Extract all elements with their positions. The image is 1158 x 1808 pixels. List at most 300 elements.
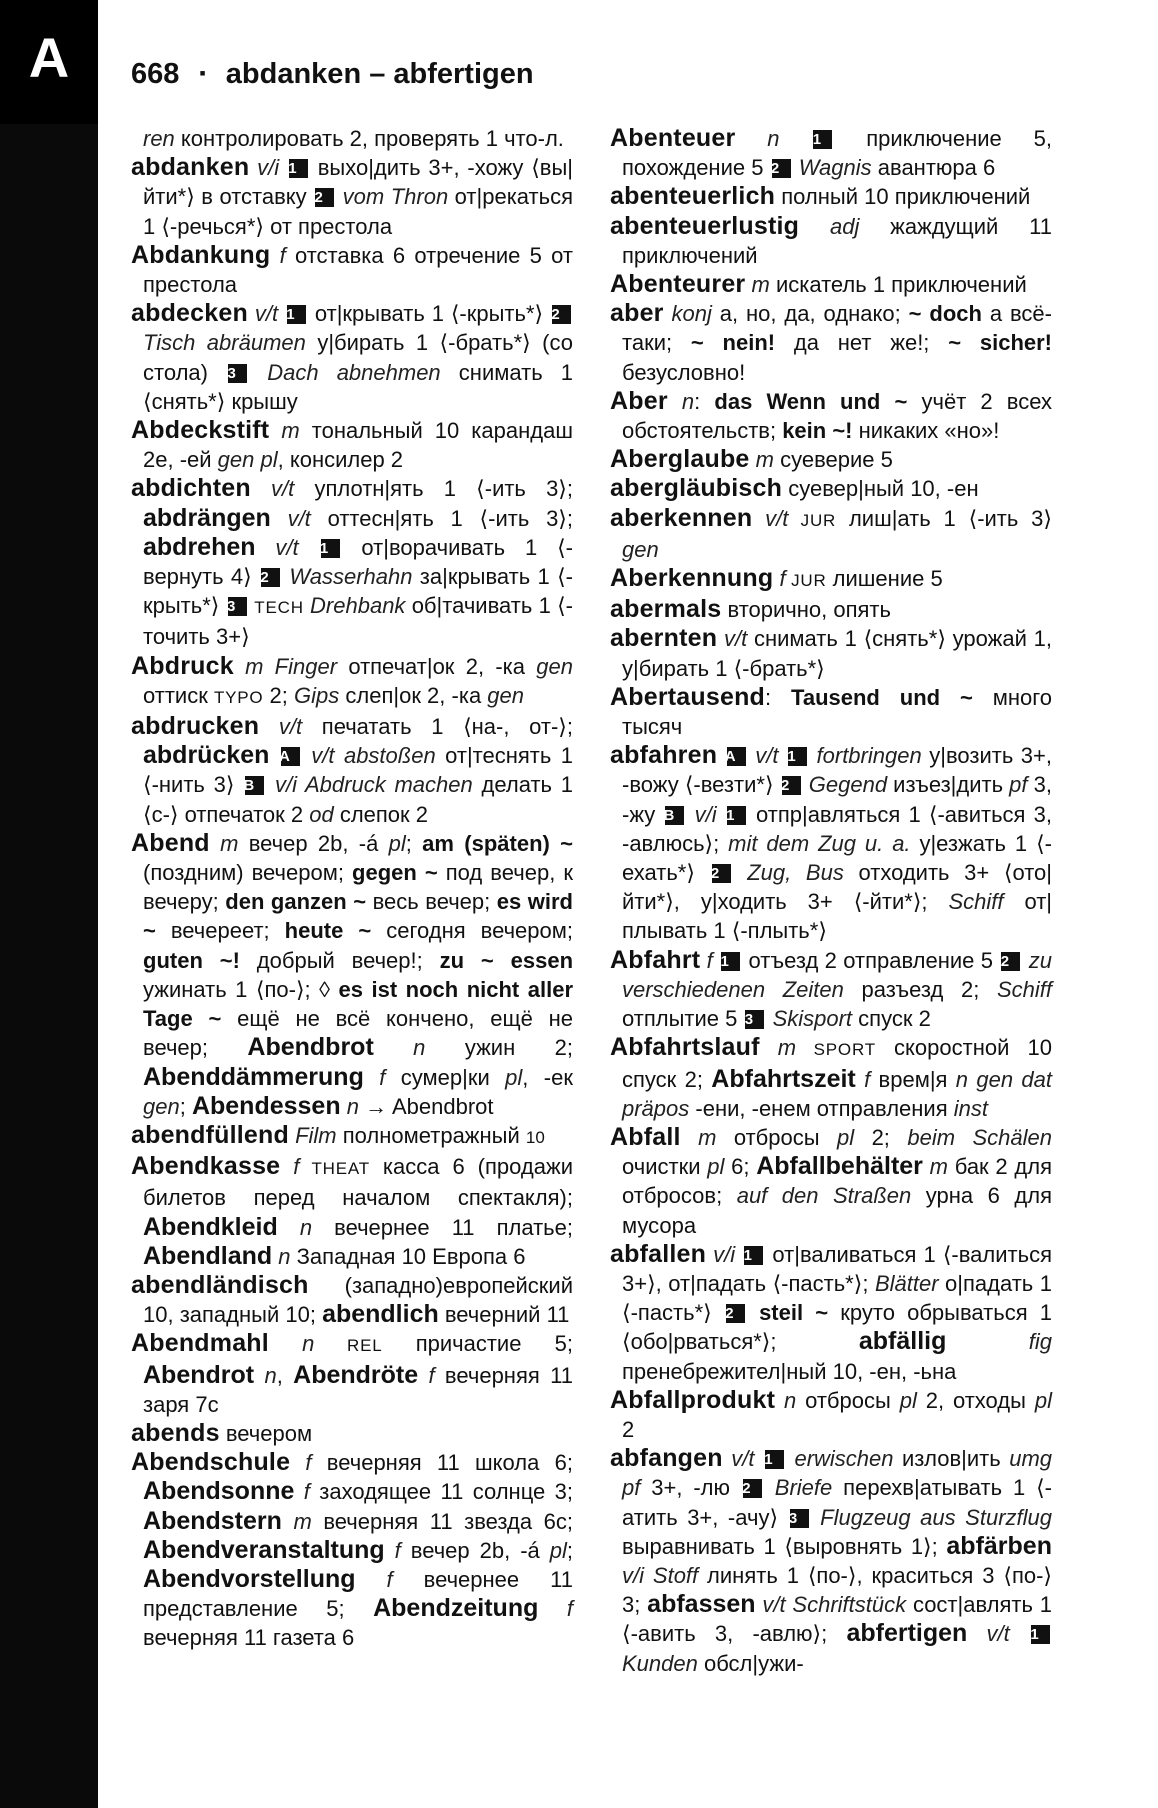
translation-text: слеп|ок 2, -ка [339,682,482,708]
translation-text: врем|я [870,1066,948,1092]
translation-text: пренебрежител|ный 10, -ен, -ьна [622,1358,957,1384]
sub-headword: abendlich [322,1300,439,1329]
translation-text: лиш|ать 1 ⟨-ить 3⟩ [836,505,1052,531]
sense-number: A [727,747,746,766]
running-header [131,58,534,98]
translation-text: выравнивать 1 ⟨выровнять 1⟩; [622,1533,947,1559]
headword: Abendschule [131,1448,291,1477]
headword: Abfall [610,1122,681,1151]
translation-text: спуск 2 [852,1006,931,1032]
translation-text: у|езжать 1 ⟨-ехать*⟩ [622,830,1052,886]
dictionary-entry [610,595,1052,624]
sub-headword: Abendstern [143,1506,282,1535]
grammar-note: konj [663,301,712,327]
translation-text: суевер|ный 10, -ен [782,476,979,502]
dictionary-entry [131,124,573,153]
dictionary-entry [610,683,1052,741]
dictionary-entry [131,474,573,651]
dictionary-entry [610,182,1052,211]
grammar-note: v/i [706,1241,743,1267]
headword: abermals [610,595,722,624]
grammar-note: Gips [294,682,340,708]
phrase: gegen ~ [352,860,438,886]
sub-headword: abfassen [647,1590,756,1619]
grammar-note: Drehbank [303,593,406,619]
sub-headword: Abendrot [143,1360,255,1389]
dictionary-entry [610,387,1052,445]
dictionary-entry [131,416,573,474]
translation-text: 3+, -лю [640,1475,741,1501]
grammar-note: erwischen [785,1446,894,1472]
headword: Aber [610,386,668,415]
phrase: kein ~! [782,418,853,444]
sense-number: 1 [287,305,306,324]
headword: abendländisch [131,1270,309,1299]
dictionary-entry [131,1121,573,1152]
headword: Abendkasse [131,1152,281,1181]
translation-text: слепок 2 [333,801,429,827]
phrase: steil ~ [746,1300,829,1326]
grammar-note: f [270,242,286,268]
translation-text: вечереет; [155,918,285,944]
sense-number: 2 [772,159,791,178]
grammar-note: f [280,1154,300,1180]
right-column [610,124,1052,1678]
dictionary-entry [610,1033,1052,1123]
translation-text: сегодня вечером; [371,918,573,944]
headword: abdichten [131,474,251,503]
sense-number: 1 [289,159,308,178]
translation-text: круто обрываться 1 ⟨обо|рваться*⟩; [622,1300,1053,1355]
translation-text: , -ек [522,1064,573,1090]
translation-text: вечернее 11 представление 5; [143,1566,573,1622]
translation-text: суеверие 5 [773,447,893,473]
headword: Abenteuer [610,124,736,152]
headword: Abfahrt [610,945,701,974]
dictionary-entry [610,504,1052,564]
translation-text: уплотн|ять 1 ⟨-ить 3⟩; [294,476,573,502]
grammar-note: inst [947,1095,988,1121]
translation-text: ; [179,1093,192,1119]
translation-text: оттесн|ять 1 ⟨-ить 3⟩; [310,505,573,531]
grammar-note: Blätter [874,1270,939,1296]
translation-text: ; [566,1537,573,1563]
headword: Abfallprodukt [610,1385,776,1414]
sub-headword: abdrehen [143,532,256,561]
translation-text: отставка 6 отречение 5 от престола [143,242,573,298]
translation-text: вечер 2b, -á [238,830,379,856]
dictionary-entry [131,652,573,712]
grammar-note: f [418,1362,435,1388]
translation-text: отплытие 5 [622,1006,744,1032]
inflection-code: 10 [525,1127,545,1147]
grammar-note: Wasserhahn [282,564,413,590]
phrase: ~ nein! [690,330,776,356]
phrase: ~ doch [908,301,982,327]
grammar-note: m [680,1124,717,1150]
headword: abdrucken [131,712,260,741]
dictionary-entry [131,1152,573,1271]
translation-text: приключение 5, похождение 5 [622,126,1052,181]
dictionary-entry [610,1386,1052,1444]
grammar-note: f [384,1537,401,1563]
grammar-note: Briefe [763,1475,833,1501]
translation-text: отбросы [716,1124,820,1150]
grammar-note: v/i Stoff [622,1562,699,1588]
headword: abdecken [131,299,248,328]
headword: abenteuerlustig [610,211,800,240]
translation-text: вечер 2b, -á [400,1537,540,1563]
dictionary-entry [610,270,1052,299]
headword: aber [610,299,664,328]
translation-text: вечерняя 11 школа 6; [311,1450,573,1476]
translation-text: а, но, да, однако; [711,301,909,327]
grammar-note: f [294,1479,310,1505]
sense-number: B [665,806,684,825]
grammar-note: n [254,1362,277,1388]
translation-text: отбросы [796,1387,891,1413]
dictionary-entry [610,946,1052,1034]
translation-text: скоростной 10 спуск 2; [622,1035,1052,1092]
translation-text: у|бирать 1 ⟨-брать*⟩ (со стола) [143,330,573,385]
sub-headword: abfärben [946,1531,1052,1560]
grammar-note: Dach abnehmen [249,359,441,385]
translation-text: об|тачивать 1 ⟨-точить 3+⟩ [143,593,573,650]
phrase: Tausend und ~ [791,684,973,710]
left-column [131,124,573,1653]
grammar-note: Schiff [948,889,1004,915]
phrase: es ist noch nicht aller Tage ~ [143,976,573,1032]
translation-text: перехв|атывать 1 ⟨-атить 3+, -ачу⟩ [622,1475,1053,1530]
grammar-note: pl [539,1537,567,1563]
translation-text: : [765,684,792,710]
grammar-note: Tisch abräumen [143,330,306,356]
translation-text: да нет же!; [775,330,949,356]
sense-number: A [281,747,300,766]
page-number: 668 [131,58,180,90]
translation-text: от|ворачивать 1 ⟨-вернуть 4⟩ [143,534,574,590]
grammar-note: pl [700,1154,725,1180]
phrase: am (späten) ~ [422,830,573,856]
grammar-note: v/t [967,1621,1030,1647]
sense-number: 3 [228,597,247,616]
grammar-note: auf den Straßen [736,1183,912,1209]
phrase: ~ sicher! [948,330,1052,356]
dictionary-entry [131,712,573,829]
grammar-note: Zug, Bus [732,860,844,886]
sub-headword: Abendröte [293,1360,419,1389]
translation-text: печатать 1 ⟨на-, от-⟩; [302,714,573,740]
grammar-note: v/t Schriftstück [755,1592,907,1618]
grammar-note: m [209,830,239,856]
sub-headword: Abendland [143,1241,273,1270]
translation-text: излов|ить [893,1446,1001,1472]
sub-headword: Abendsonne [143,1477,295,1506]
translation-text: бак 2 для отбросов; [622,1154,1052,1209]
translation-text: снимать 1 ⟨снять*⟩ урожай 1, у|бирать 1 ⟨-брать*⟩ [622,626,1052,681]
grammar-note: m [281,1508,312,1534]
dictionary-entry [610,564,1052,595]
domain-label: THEAT [299,1159,370,1179]
grammar-note: v/t [717,626,748,652]
translation-text: вечернее 11 платье; [312,1214,573,1240]
translation-text: искатель 1 приключений [769,272,1027,298]
translation-text: вечерний 11 [438,1302,570,1328]
phrase: das Wenn und ~ [714,388,908,414]
grammar-note: m [759,1035,797,1061]
grammar-note: v/t [247,301,285,327]
dictionary-entry [610,1444,1052,1678]
headword: abendfüllend [131,1120,289,1149]
translation-text: : [694,388,715,414]
translation-text: отпр|авляться 1 ⟨-авиться 3, -авлюсь⟩; [622,801,1052,856]
headword: Abend [131,828,210,857]
grammar-note: gen [481,682,525,708]
translation-text: 2; [854,1124,908,1150]
sense-number: 1 [813,130,832,149]
grammar-note: n [373,1035,426,1061]
domain-label: TYPO [213,687,264,707]
grammar-note: n [735,126,812,151]
translation-text: → Abendbrot [358,1093,494,1119]
dictionary-entry [131,241,573,299]
grammar-note: vom Thron [336,184,449,210]
headword: abends [131,1418,220,1447]
grammar-note: Skisport [766,1006,853,1032]
sense-number: 3 [745,1010,764,1029]
grammar-note: n [272,1243,291,1269]
section-letter: A [28,26,70,89]
grammar-note: ren [143,126,175,151]
dictionary-entry [610,299,1052,387]
grammar-note: pl [1025,1387,1052,1413]
grammar-note: Flugzeug aus Sturzflug [810,1504,1052,1530]
grammar-note: v/t [270,505,311,531]
headword: Abdeckstift [131,416,270,445]
sense-number: 2 [1001,952,1020,971]
translation-text: (поздним) вечером; [143,860,353,886]
dictionary-entry [131,1419,573,1448]
headword: Abendmahl [131,1329,269,1358]
translation-text: заходящее 11 солнце 3; [309,1479,573,1505]
translation-text: , [276,1362,294,1388]
grammar-note: n [277,1214,313,1240]
grammar-note: pl [489,1064,523,1090]
sense-number: 2 [782,776,801,795]
translation-text: делать 1 ⟨с-⟩ отпечаток 2 [143,772,574,827]
grammar-note: n gen dat präpos [622,1066,1052,1121]
translation-text [717,743,725,768]
translation-text: от|валиваться 1 ⟨-валиться 3+⟩, от|падать ⟨-пасть*⟩; [622,1241,1052,1296]
translation-text: вечерняя 11 газета 6 [143,1625,355,1651]
grammar-note: Wagnis [792,155,872,181]
sub-headword: abfertigen [846,1619,968,1648]
translation-text: ужин 2; [425,1035,573,1061]
translation-text: вечерняя 11 заря 7c [143,1362,573,1417]
sense-number: 3 [790,1509,809,1528]
grammar-note: mit dem Zug u. a. [728,830,911,856]
translation-text: под вечер, к вечеру; [143,860,573,915]
translation-text: жаждущий 11 приключений [622,213,1052,268]
grammar-note: m [922,1154,948,1180]
grammar-note: v/t [259,714,303,740]
grammar-note: m [749,447,774,473]
grammar-note: v/t abstoßen [301,743,436,769]
grammar-note: v/i [249,155,287,181]
dictionary-entry [610,741,1052,945]
translation-text: полный 10 приключений [775,184,1031,210]
translation-text: выхо|дить 3+, -хожу ⟨вы|йти*⟩ в отставку [143,155,574,210]
sense-number: 1 [744,1246,763,1265]
grammar-note: gen [622,536,659,562]
headword: abfallen [610,1239,707,1268]
translation-text: полнометражный [336,1122,526,1148]
letter-tab [0,0,98,1808]
grammar-note: v/t [752,505,789,531]
domain-label: JUR [785,571,827,591]
grammar-note: m [269,418,300,444]
grammar-note: fig [946,1329,1052,1355]
translation-text: оттиск [143,682,214,708]
translation-text: много тысяч [622,684,1052,740]
translation-text: разъезд 2; [843,976,997,1002]
sub-headword: Abfallbehälter [756,1152,923,1181]
grammar-note: v/t [255,534,319,560]
sub-headword: abdrücken [143,741,270,770]
sub-headword: Abendveranstaltung [143,1535,385,1564]
translation-text: от|рекаться 1 ⟨-речься*⟩ от престола [143,184,574,239]
grammar-note: fortbringen [809,743,922,769]
translation-text: изъез|дить [887,772,1004,798]
translation-text: обсл|ужи- [697,1650,804,1676]
grammar-note: n [667,388,695,414]
grammar-note: f [538,1596,573,1622]
translation-text: Западная 10 Европа 6 [290,1243,526,1269]
dictionary-entry [610,212,1052,270]
header-bullet: ▪ [199,63,206,83]
grammar-note: pl [819,1124,855,1150]
translation-text: (западно)европейский 10, западный 10; [143,1272,573,1328]
sub-headword: abdrängen [143,503,271,532]
translation-text: касса 6 (продажи билетов перед началом спектакля); [143,1154,573,1211]
grammar-note: Gegend [802,772,888,798]
sub-headword: Abenddämmerung [143,1062,364,1091]
translation-text: лишение 5 [826,566,943,592]
grammar-note: Film [288,1122,337,1148]
translation-text: за|крывать 1 ⟨-крыть*⟩ [143,564,573,619]
phrase: es wird ~ [143,889,573,944]
headword: Abenteurer [610,270,746,299]
grammar-note: umg pf [622,1446,1052,1501]
translation-text: сост|авлять 1 ⟨-авить 3, -авлю⟩; [622,1592,1052,1647]
dictionary-entry [610,624,1052,682]
translation-text: причастие 5; [382,1331,573,1357]
headword: Abfahrtslauf [610,1033,760,1062]
translation-text [269,743,278,768]
sub-headword: abfällig [858,1327,947,1356]
grammar-note: f [355,1566,393,1592]
translation-text: 3, -жу [622,772,1052,827]
grammar-note: n [340,1093,359,1119]
headword: abdanken [131,153,250,182]
dictionary-entry [131,1329,573,1419]
translation-text: 2, отходы [916,1387,1026,1413]
phrase: zu ~ essen [439,947,574,973]
sense-number: 1 [721,952,740,971]
phrase: guten ~! [143,947,240,973]
translation-text: -ени, -енем отправления [689,1095,948,1121]
sense-number: 2 [712,864,731,883]
translation-text: авантюра 6 [871,155,996,181]
sense-number: 2 [315,188,334,207]
headword: Abertausend [610,682,766,711]
domain-label: REL [314,1336,383,1356]
translation-text: снимать 1 ⟨снять*⟩ крышу [143,359,574,414]
translation-text: сумер|ки [385,1064,490,1090]
translation-text: учёт 2 всех обстоятельств; [622,388,1052,444]
grammar-note: v/t [722,1446,763,1472]
grammar-note: v/t [747,743,786,769]
sense-number: 2 [726,1304,745,1323]
dictionary-entry [131,1271,573,1329]
domain-label: SPORT [796,1040,876,1060]
dictionary-entry [610,445,1052,474]
grammar-note: zu verschiedenen Zeiten [622,947,1052,1002]
sense-number: 3 [228,364,247,383]
grammar-note: pl [378,830,406,856]
headword: aberkennen [610,503,753,532]
translation-text: урна 6 для мусора [622,1183,1052,1238]
translation-text: контролировать 2, проверять 1 что-л. [174,126,564,151]
grammar-note: od [303,801,334,827]
dictionary-entry [131,153,573,241]
grammar-note: m Finger [233,653,338,679]
dictionary-entry [610,474,1052,503]
guide-words: abdanken – abfertigen [225,58,534,90]
translation-text: вечерняя 11 звезда 6c; [311,1508,573,1534]
headword: abenteuerlich [610,182,776,211]
translation-text: 6; [724,1154,757,1180]
translation-text: вторично, опять [721,597,891,623]
translation-text: от|плывать 1 ⟨-плыть*⟩ [622,889,1053,944]
translation-text: безусловно! [622,359,746,385]
sense-number: 1 [788,747,807,766]
translation-text: отъезд 2 отправление 5 [742,947,1000,973]
grammar-note: Kunden [622,1650,698,1676]
headword: abernten [610,624,718,653]
dictionary-entry [131,1448,573,1652]
translation-text: ещё не всё кончено, ещё не вечер; [143,1006,573,1061]
grammar-note: n [268,1331,315,1357]
translation-text: ; [405,830,423,856]
translation-text: 2; [263,682,295,708]
translation-text: отпечат|ок 2, -ка [337,653,525,679]
grammar-note: pl [890,1387,917,1413]
grammar-note: f [855,1066,871,1092]
translation-text: тональный 10 карандаш 2e, -ей [143,418,573,473]
translation-text: линять 1 ⟨по-⟩, краситься 3 ⟨по-⟩ 3; [622,1562,1052,1618]
grammar-note: pf [1003,772,1028,798]
phrase: den ganzen ~ [225,889,367,915]
grammar-note: gen [143,1093,180,1119]
sense-number: 2 [743,1479,762,1498]
grammar-note: gen pl [211,447,278,473]
headword: abfahren [610,741,718,770]
dictionary-entry [131,829,573,1121]
sense-number: B [245,776,264,795]
dictionary-entry [610,1123,1052,1240]
grammar-note: n [775,1387,797,1413]
